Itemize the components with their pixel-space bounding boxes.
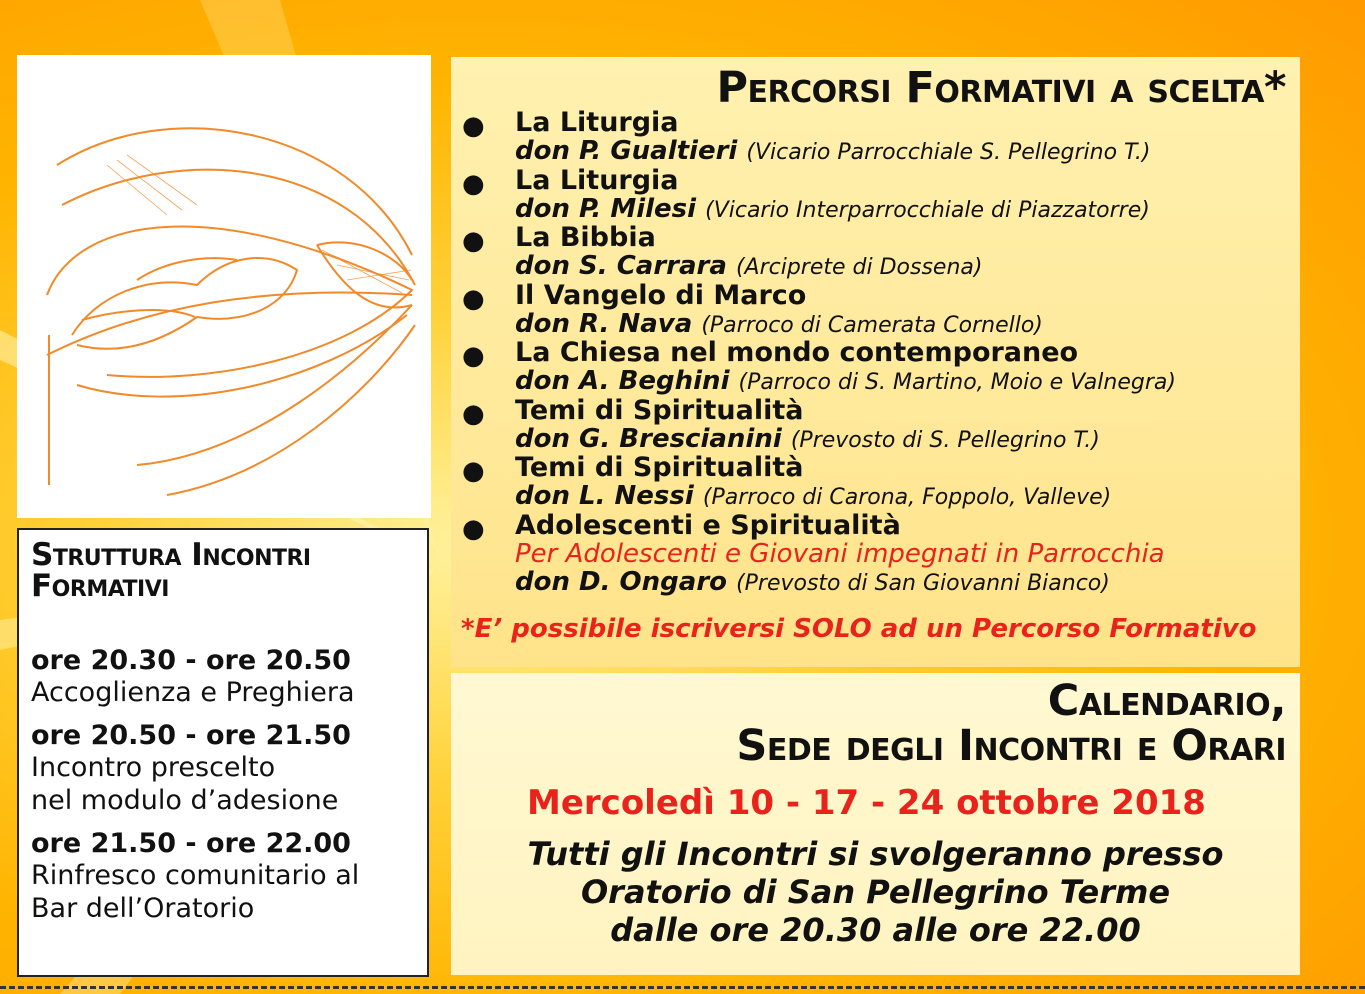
course-teacher-line (515, 482, 1300, 512)
course-topic: Temi di Spiritualità (515, 452, 804, 483)
bullet-icon: ● (462, 226, 485, 256)
course-role: (Parroco di Camerata Cornello) (701, 312, 1043, 338)
courses-title: Percorsi Formativi a scelta* (716, 63, 1286, 113)
course-item (451, 394, 1300, 455)
schedule-slot (31, 829, 415, 925)
slot-time: ore 20.50 - ore 21.50 (31, 720, 351, 751)
course-item (451, 279, 1300, 340)
course-role: (Parroco di S. Martino, Moio e Valnegra) (738, 370, 1176, 395)
course-teacher: don L. Nessi (515, 481, 694, 511)
bullet-icon: ● (462, 456, 485, 486)
bullet-icon: ● (462, 283, 485, 314)
slot-time: ore 21.50 - ore 22.00 (31, 828, 351, 859)
course-item (451, 109, 1300, 167)
bullet-icon: ● (462, 513, 485, 544)
course-role: (Vicario Parrocchiale S. Pellegrino T.) (746, 140, 1151, 165)
course-teacher-line (515, 310, 1300, 340)
course-teacher-line (515, 367, 1300, 397)
illustration-panel (17, 55, 431, 518)
course-item (451, 454, 1300, 512)
course-list (451, 109, 1300, 598)
course-role: (Prevosto di San Giovanni Bianco) (736, 570, 1110, 596)
courses-note: *E’ possibile iscriversi SOLO ad un Percorso Formativo (461, 614, 1257, 644)
course-item (451, 339, 1300, 397)
bullet-icon: ● (462, 341, 485, 371)
course-role: (Arciprete di Dossena) (735, 255, 983, 280)
course-topic: Temi di Spiritualità (515, 394, 804, 426)
course-item (451, 164, 1300, 225)
structure-panel (17, 528, 429, 977)
course-topic: La Liturgia (515, 107, 679, 138)
course-teacher: don R. Nava (515, 308, 693, 339)
bullet-icon: ● (462, 168, 485, 199)
bullet-icon: ● (462, 111, 485, 141)
slot-time: ore 20.30 - ore 20.50 (31, 645, 351, 676)
calendar-title-line2: Sede degli Incontri e Orari (736, 721, 1286, 771)
slot-description: Incontro prescelto nel modulo d’adesione (31, 752, 339, 816)
course-topic: La Liturgia (515, 164, 679, 196)
bullet-icon: ● (462, 398, 485, 429)
course-topic: La Bibbia (515, 222, 656, 253)
calendar-title-line1: Calendario, (1047, 676, 1286, 726)
schedule-slot (31, 646, 415, 709)
course-teacher: don D. Ongaro (515, 566, 727, 597)
course-role: (Parroco di Carona, Foppolo, Valleve) (702, 485, 1112, 510)
course-role: (Vicario Interparrocchiale di Piazzatorre) (705, 197, 1150, 223)
course-teacher: don A. Beghini (515, 366, 730, 396)
course-teacher: don S. Carrara (515, 251, 727, 281)
calendar-dates: Mercoledì 10 - 17 - 24 ottobre 2018 (527, 783, 1206, 823)
course-teacher-line (515, 252, 1300, 282)
course-teacher-line (515, 425, 1300, 455)
course-role: (Prevosto di S. Pellegrino T.) (790, 427, 1100, 453)
calendar-info: Tutti gli Incontri si svolgeranno presso Oratorio di San Pellegrino Terme dalle ore 20.30 alle ore 22.00 (527, 835, 1224, 949)
calendar-title (736, 676, 1286, 771)
course-teacher-line (515, 568, 1300, 598)
calendar-panel (451, 673, 1300, 975)
course-item (451, 224, 1300, 282)
slot-description: Rinfresco comunitario al Bar dell’Oratorio (31, 860, 360, 924)
course-teacher: don P. Milesi (515, 193, 697, 224)
course-topic: Adolescenti e Spiritualità (515, 509, 901, 541)
course-item (451, 509, 1300, 598)
course-teacher: don G. Brescianini (515, 423, 782, 454)
course-topic: La Chiesa nel mondo contemporaneo (515, 337, 1079, 368)
course-topic: Il Vangelo di Marco (515, 279, 807, 311)
structure-title: Struttura Incontri Formativi (31, 537, 311, 604)
course-highlight: Per Adolescenti e Giovani impegnati in Parrocchia (515, 538, 1165, 569)
bible-drawing-icon (17, 55, 431, 518)
slot-description: Accoglienza e Preghiera (31, 677, 355, 708)
course-teacher-line (515, 137, 1300, 167)
cut-line-divider (0, 986, 1365, 989)
schedule-slot (31, 721, 415, 817)
course-teacher-line (515, 195, 1300, 225)
courses-panel (451, 57, 1300, 667)
course-teacher: don P. Gualtieri (515, 136, 738, 166)
